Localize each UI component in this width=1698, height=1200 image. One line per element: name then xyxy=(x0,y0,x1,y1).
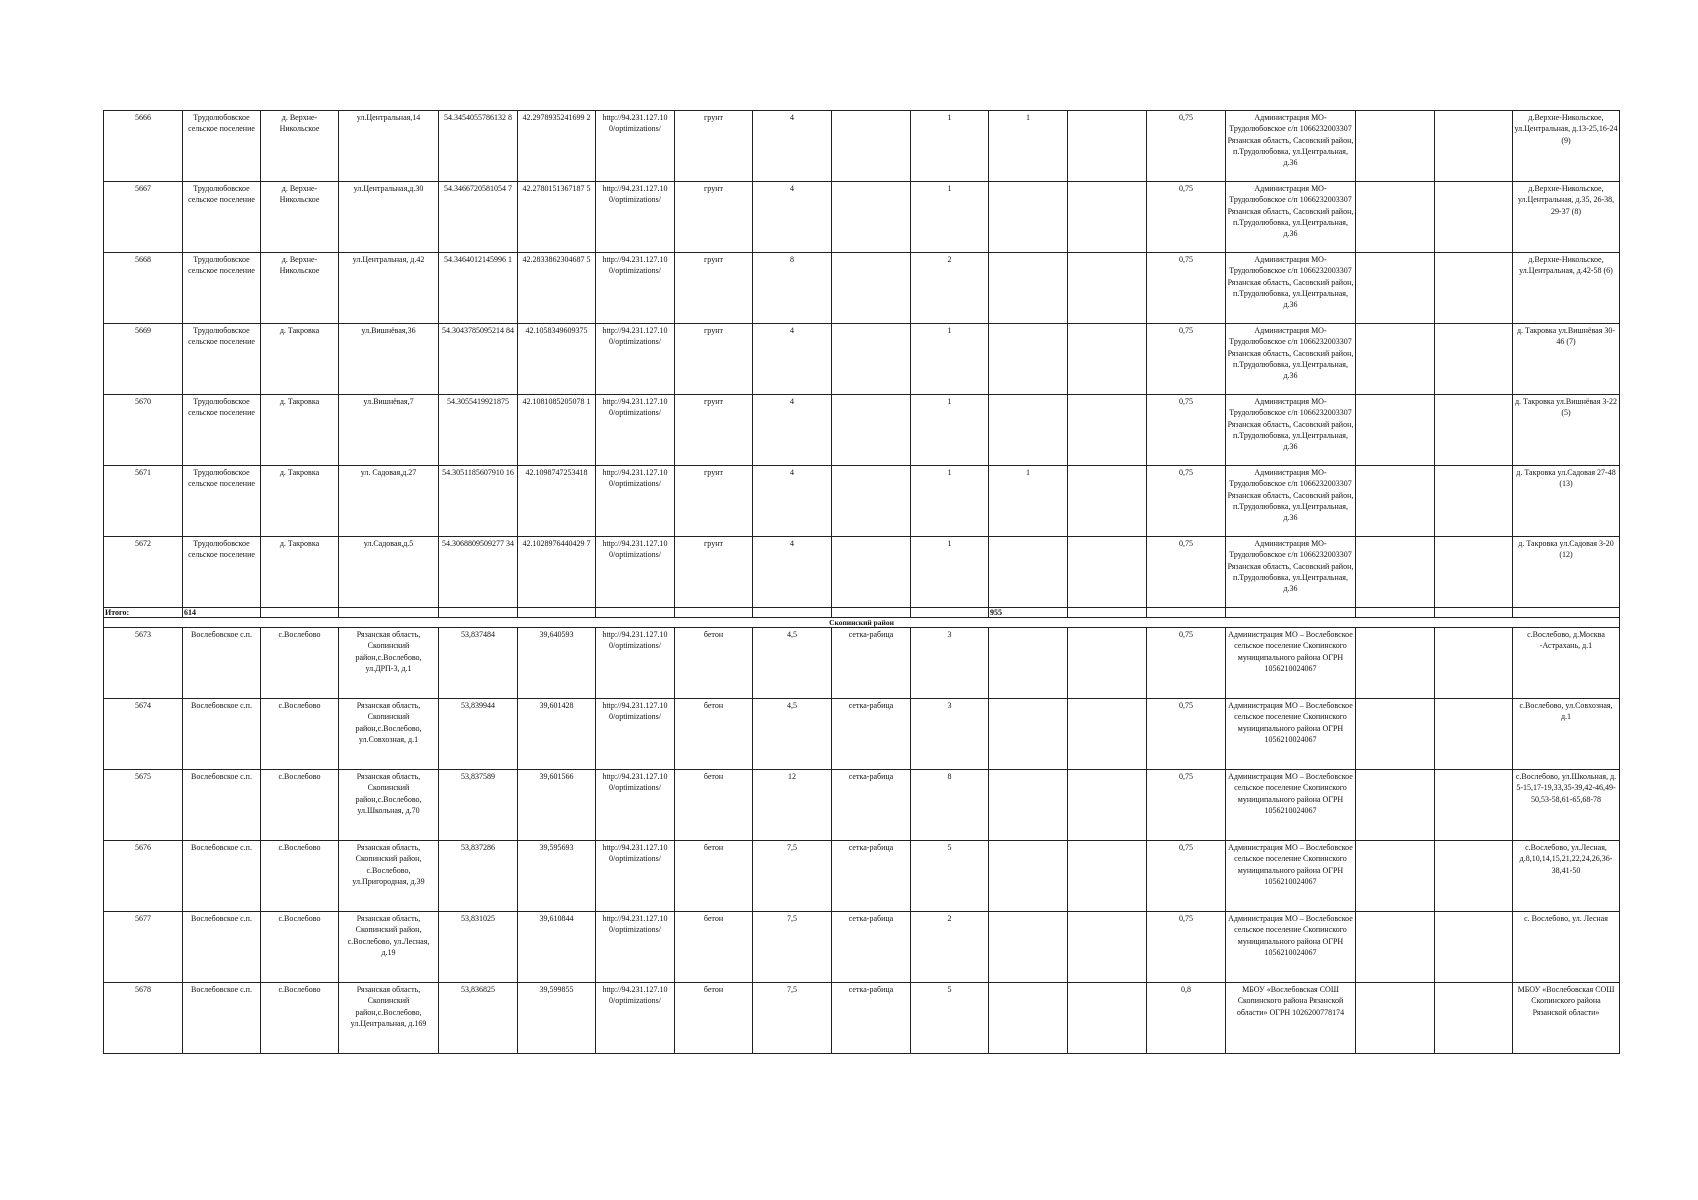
cell-lat: 53,836825 xyxy=(439,983,518,1054)
cell-c2 xyxy=(989,182,1068,253)
cell-c2 xyxy=(989,983,1068,1054)
cell-sources: д. Такровка ул.Садовая 3-20 (12) xyxy=(1513,537,1620,608)
cell-c2 xyxy=(989,912,1068,983)
cell-locality: д. Такровка xyxy=(261,537,339,608)
cell-surface: грунт xyxy=(675,537,753,608)
cell-cover xyxy=(832,395,911,466)
cell-settlement: Трудолюбовское сельское поселение xyxy=(183,395,261,466)
cell-cover: сетка-рабица xyxy=(832,912,911,983)
cell-c1: 1 xyxy=(911,111,989,182)
cell-lat: 53,839944 xyxy=(439,699,518,770)
cell-c2 xyxy=(989,628,1068,699)
cell-surface: грунт xyxy=(675,182,753,253)
cell-c1: 8 xyxy=(911,770,989,841)
table-row xyxy=(104,111,1620,182)
cell-c3 xyxy=(1068,253,1147,324)
cell-c2 xyxy=(989,699,1068,770)
cell-owner: Администрация МО – Вослебовское сельское поселение Скопинского муниципального района ОГРН 1056210024067 xyxy=(1226,628,1356,699)
cell-c1: 1 xyxy=(911,466,989,537)
cell-vol: 0,75 xyxy=(1147,770,1226,841)
cell-settlement: Вослебовское с.п. xyxy=(183,628,261,699)
cell-address: Рязанская область, Скопинский район,с.Вослебово, ул.Школьная, д.70 xyxy=(339,770,439,841)
cell-num: 5677 xyxy=(104,912,183,983)
cell-x2 xyxy=(1435,395,1513,466)
cell-num: 5670 xyxy=(104,395,183,466)
cell-area: 7,5 xyxy=(753,841,832,912)
cell-sources: д.Верхне-Никольское, ул.Центральная, д.13-25,16-24 (9) xyxy=(1513,111,1620,182)
cell-area: 4,5 xyxy=(753,628,832,699)
cell-settlement: Вослебовское с.п. xyxy=(183,770,261,841)
cell-surface: бетон xyxy=(675,699,753,770)
cell-surface: бетон xyxy=(675,841,753,912)
cell-url: http://94.231.127.10 0/optimizations/ xyxy=(596,324,675,395)
cell-lon: 42.2780151367187 5 xyxy=(518,182,596,253)
table-row xyxy=(104,983,1620,1054)
cell-c2 xyxy=(989,537,1068,608)
cell-lat: 53,837589 xyxy=(439,770,518,841)
cell-x2 xyxy=(1435,537,1513,608)
cell-url: http://94.231.127.10 0/optimizations/ xyxy=(596,699,675,770)
cell-lon: 42.1098747253418 xyxy=(518,466,596,537)
cell-lat: 54.3454055786132 8 xyxy=(439,111,518,182)
cell-lon: 39,601428 xyxy=(518,699,596,770)
cell-lon: 42.2978935241699 2 xyxy=(518,111,596,182)
district-header-row xyxy=(104,618,1620,628)
cell-c2 xyxy=(989,770,1068,841)
cell-owner: Администрация МО-Трудолюбовское с/п 1066232003307 Рязанская область, Сасовский район, п.Трудолюбовка, ул.Центральная, д.36 xyxy=(1226,182,1356,253)
cell-url: http://94.231.127.10 0/optimizations/ xyxy=(596,537,675,608)
cell-owner: Администрация МО – Вослебовское сельское поселение Скопинского муниципального района ОГРН 1056210024067 xyxy=(1226,770,1356,841)
cell-sources: д. Такровка ул.Садовая 27-48 (13) xyxy=(1513,466,1620,537)
cell-address: ул.Центральная, д.42 xyxy=(339,253,439,324)
cell-x2 xyxy=(1435,983,1513,1054)
registry-table xyxy=(103,110,1620,1054)
cell-sources: с.Вослебово, ул.Совхозная, д.1 xyxy=(1513,699,1620,770)
cell-c1: 1 xyxy=(911,182,989,253)
cell-cover: сетка-рабица xyxy=(832,628,911,699)
cell-lat: 53,837484 xyxy=(439,628,518,699)
cell-address: Рязанская область, Скопинский район,с.Вослебово, ул.Центральная, д.169 xyxy=(339,983,439,1054)
cell-url: http://94.231.127.10 0/optimizations/ xyxy=(596,466,675,537)
cell-x1 xyxy=(1356,841,1435,912)
cell-url: http://94.231.127.10 0/optimizations/ xyxy=(596,841,675,912)
cell-sources: с.Вослебово, ул.Лесная, д.8,10,14,15,21,22,24,26,36-38,41-50 xyxy=(1513,841,1620,912)
cell-cover xyxy=(832,466,911,537)
cell-c1: 3 xyxy=(911,699,989,770)
cell-address: Рязанская область, Скопинский район,с.Вослебово, ул.ДРП-3, д.1 xyxy=(339,628,439,699)
cell-address: Рязанская область, Скопинский район, с.Вослебово, ул.Пригородная, д.39 xyxy=(339,841,439,912)
cell-cover xyxy=(832,324,911,395)
cell-c3 xyxy=(1068,324,1147,395)
cell-cover xyxy=(832,253,911,324)
cell-vol: 0,75 xyxy=(1147,182,1226,253)
cell-vol: 0,75 xyxy=(1147,628,1226,699)
cell-c3 xyxy=(1068,111,1147,182)
cell-cover: сетка-рабица xyxy=(832,699,911,770)
cell-c1: 1 xyxy=(911,324,989,395)
cell-c1: 5 xyxy=(911,983,989,1054)
cell-settlement: Трудолюбовское сельское поселение xyxy=(183,324,261,395)
cell-sources: д. Такровка ул.Вишнёвая 30-46 (7) xyxy=(1513,324,1620,395)
cell-area: 4 xyxy=(753,466,832,537)
cell-num: 5673 xyxy=(104,628,183,699)
cell-sources: с.Вослебово, д.Москва -Астрахань, д.1 xyxy=(1513,628,1620,699)
cell-owner: Администрация МО – Вослебовское сельское поселение Скопинского муниципального района ОГРН 1056210024067 xyxy=(1226,912,1356,983)
district-name: Скопинский район xyxy=(104,618,1620,628)
cell-lon: 39,610844 xyxy=(518,912,596,983)
cell-x2 xyxy=(1435,182,1513,253)
cell-x1 xyxy=(1356,912,1435,983)
cell-c3 xyxy=(1068,770,1147,841)
total-label: Итого: xyxy=(104,608,183,618)
cell-owner: Администрация МО-Трудолюбовское с/п 1066232003307 Рязанская область, Сасовский район, п.Трудолюбовка, ул.Центральная, д.36 xyxy=(1226,324,1356,395)
cell-area: 12 xyxy=(753,770,832,841)
cell-surface: бетон xyxy=(675,628,753,699)
cell-locality: д. Верхне-Никольское xyxy=(261,253,339,324)
cell-settlement: Трудолюбовское сельское поселение xyxy=(183,182,261,253)
cell-c1: 5 xyxy=(911,841,989,912)
cell-x2 xyxy=(1435,111,1513,182)
table-row xyxy=(104,324,1620,395)
cell-lon: 42.2833862304687 5 xyxy=(518,253,596,324)
cell-c1: 1 xyxy=(911,537,989,608)
cell-locality: д. Такровка xyxy=(261,466,339,537)
cell-lon: 39,601566 xyxy=(518,770,596,841)
cell-sources: с.Вослебово, ул.Школьная, д. 5-15,17-19,33,35-39,42-46,49-50,53-58,61-65,68-78 xyxy=(1513,770,1620,841)
cell-locality: д. Верхне-Никольское xyxy=(261,111,339,182)
cell-lat: 54.3043785095214 84 xyxy=(439,324,518,395)
cell-c2: 1 xyxy=(989,466,1068,537)
cell-vol: 0,75 xyxy=(1147,912,1226,983)
cell-vol: 0,75 xyxy=(1147,466,1226,537)
cell-settlement: Трудолюбовское сельское поселение xyxy=(183,253,261,324)
cell-surface: грунт xyxy=(675,253,753,324)
cell-lon: 39,595693 xyxy=(518,841,596,912)
cell-owner: Администрация МО-Трудолюбовское с/п 1066232003307 Рязанская область, Сасовский район, п.Трудолюбовка, ул.Центральная, д.36 xyxy=(1226,466,1356,537)
cell-url: http://94.231.127.10 0/optimizations/ xyxy=(596,111,675,182)
cell-owner: Администрация МО-Трудолюбовское с/п 1066232003307 Рязанская область, Сасовский район, п.Трудолюбовка, ул.Центральная, д.36 xyxy=(1226,395,1356,466)
cell-c3 xyxy=(1068,912,1147,983)
cell-area: 4 xyxy=(753,324,832,395)
cell-settlement: Вослебовское с.п. xyxy=(183,912,261,983)
cell-vol: 0,75 xyxy=(1147,537,1226,608)
cell-c3 xyxy=(1068,699,1147,770)
cell-sources: д.Верхне-Никольское, ул.Центральная, д.35, 26-38, 29-37 (8) xyxy=(1513,182,1620,253)
cell-x2 xyxy=(1435,912,1513,983)
cell-url: http://94.231.127.10 0/optimizations/ xyxy=(596,912,675,983)
cell-c3 xyxy=(1068,466,1147,537)
cell-address: ул.Вишнёвая,36 xyxy=(339,324,439,395)
cell-owner: МБОУ «Вослебовская СОШ Скопинского района Рязанской области» ОГРН 1026200778174 xyxy=(1226,983,1356,1054)
cell-address: Рязанская область, Скопинский район, с.Вослебово, ул.Лесная, д.19 xyxy=(339,912,439,983)
table-row xyxy=(104,395,1620,466)
cell-address: ул.Садовая,д.5 xyxy=(339,537,439,608)
cell-owner: Администрация МО-Трудолюбовское с/п 1066232003307 Рязанская область, Сасовский район, п.Трудолюбовка, ул.Центральная, д.36 xyxy=(1226,537,1356,608)
total-row xyxy=(104,608,1620,618)
cell-url: http://94.231.127.10 0/optimizations/ xyxy=(596,182,675,253)
cell-lat: 54.3068809509277 34 xyxy=(439,537,518,608)
cell-owner: Администрация МО-Трудолюбовское с/п 1066232003307 Рязанская область, Сасовский район, п.Трудолюбовка, ул.Центральная, д.36 xyxy=(1226,253,1356,324)
cell-surface: грунт xyxy=(675,395,753,466)
cell-c2 xyxy=(989,253,1068,324)
cell-c1: 2 xyxy=(911,253,989,324)
cell-address: Рязанская область, Скопинский район,с.Вослебово, ул.Совхозная, д.1 xyxy=(339,699,439,770)
table-row xyxy=(104,182,1620,253)
cell-cover xyxy=(832,182,911,253)
cell-x2 xyxy=(1435,253,1513,324)
cell-settlement: Трудолюбовское сельское поселение xyxy=(183,537,261,608)
cell-settlement: Трудолюбовское сельское поселение xyxy=(183,466,261,537)
cell-vol: 0,75 xyxy=(1147,111,1226,182)
cell-area: 8 xyxy=(753,253,832,324)
cell-locality: с.Вослебово xyxy=(261,841,339,912)
cell-x1 xyxy=(1356,324,1435,395)
cell-locality: с.Вослебово xyxy=(261,983,339,1054)
cell-num: 5676 xyxy=(104,841,183,912)
cell-x1 xyxy=(1356,182,1435,253)
table-row xyxy=(104,699,1620,770)
cell-x1 xyxy=(1356,699,1435,770)
cell-x2 xyxy=(1435,324,1513,395)
cell-x1 xyxy=(1356,537,1435,608)
cell-c2 xyxy=(989,395,1068,466)
cell-sources: д. Такровка ул.Вишнёвая 3-22 (5) xyxy=(1513,395,1620,466)
table-row xyxy=(104,912,1620,983)
cell-locality: д. Такровка xyxy=(261,395,339,466)
cell-surface: бетон xyxy=(675,770,753,841)
cell-num: 5666 xyxy=(104,111,183,182)
cell-area: 7,5 xyxy=(753,912,832,983)
cell-x1 xyxy=(1356,770,1435,841)
cell-area: 7,5 xyxy=(753,983,832,1054)
cell-area: 4 xyxy=(753,111,832,182)
table-row xyxy=(104,770,1620,841)
cell-x2 xyxy=(1435,628,1513,699)
cell-c3 xyxy=(1068,537,1147,608)
total-count: 955 xyxy=(989,608,1068,618)
cell-cover: сетка-рабица xyxy=(832,841,911,912)
cell-address: ул.Центральная,14 xyxy=(339,111,439,182)
table-row xyxy=(104,628,1620,699)
cell-x2 xyxy=(1435,466,1513,537)
cell-lat: 54.3464012145996 1 xyxy=(439,253,518,324)
cell-surface: бетон xyxy=(675,983,753,1054)
cell-c3 xyxy=(1068,395,1147,466)
cell-num: 5669 xyxy=(104,324,183,395)
cell-surface: грунт xyxy=(675,324,753,395)
cell-owner: Администрация МО – Вослебовское сельское поселение Скопинского муниципального района ОГРН 1056210024067 xyxy=(1226,841,1356,912)
cell-surface: грунт xyxy=(675,111,753,182)
cell-num: 5674 xyxy=(104,699,183,770)
cell-x1 xyxy=(1356,111,1435,182)
cell-c3 xyxy=(1068,628,1147,699)
cell-c1: 1 xyxy=(911,395,989,466)
cell-cover: сетка-рабица xyxy=(832,770,911,841)
cell-area: 4 xyxy=(753,537,832,608)
cell-x1 xyxy=(1356,253,1435,324)
cell-c3 xyxy=(1068,841,1147,912)
cell-x1 xyxy=(1356,628,1435,699)
cell-num: 5672 xyxy=(104,537,183,608)
cell-url: http://94.231.127.10 0/optimizations/ xyxy=(596,983,675,1054)
cell-x2 xyxy=(1435,699,1513,770)
cell-c2 xyxy=(989,841,1068,912)
cell-c3 xyxy=(1068,182,1147,253)
cell-lat: 54.3055419921875 xyxy=(439,395,518,466)
cell-area: 4 xyxy=(753,395,832,466)
cell-cover: сетка-рабица xyxy=(832,983,911,1054)
cell-vol: 0,75 xyxy=(1147,841,1226,912)
cell-settlement: Трудолюбовское сельское поселение xyxy=(183,111,261,182)
cell-vol: 0,8 xyxy=(1147,983,1226,1054)
cell-x1 xyxy=(1356,466,1435,537)
cell-area: 4,5 xyxy=(753,699,832,770)
cell-c1: 3 xyxy=(911,628,989,699)
cell-owner: Администрация МО – Вослебовское сельское поселение Скопинского муниципального района ОГРН 1056210024067 xyxy=(1226,699,1356,770)
cell-owner: Администрация МО-Трудолюбовское с/п 1066232003307 Рязанская область, Сасовский район, п.Трудолюбовка, ул.Центральная, д.36 xyxy=(1226,111,1356,182)
cell-address: ул.Вишнёвая,7 xyxy=(339,395,439,466)
cell-c2 xyxy=(989,324,1068,395)
cell-locality: д. Верхне-Никольское xyxy=(261,182,339,253)
cell-sources: МБОУ «Вослебовская СОШ Скопинского района Рязанской области» xyxy=(1513,983,1620,1054)
cell-url: http://94.231.127.10 0/optimizations/ xyxy=(596,628,675,699)
cell-locality: с.Вослебово xyxy=(261,912,339,983)
cell-num: 5678 xyxy=(104,983,183,1054)
cell-lat: 54.3051185607910 16 xyxy=(439,466,518,537)
cell-url: http://94.231.127.10 0/optimizations/ xyxy=(596,395,675,466)
cell-lon: 42.1081085205078 1 xyxy=(518,395,596,466)
cell-settlement: Вослебовское с.п. xyxy=(183,699,261,770)
cell-vol: 0,75 xyxy=(1147,324,1226,395)
cell-lon: 39,599855 xyxy=(518,983,596,1054)
total-value: 614 xyxy=(183,608,261,618)
cell-x1 xyxy=(1356,983,1435,1054)
cell-num: 5667 xyxy=(104,182,183,253)
cell-lat: 53,837286 xyxy=(439,841,518,912)
cell-url: http://94.231.127.10 0/optimizations/ xyxy=(596,253,675,324)
cell-lon: 42.1028976440429 7 xyxy=(518,537,596,608)
cell-lon: 39,640593 xyxy=(518,628,596,699)
cell-locality: д. Такровка xyxy=(261,324,339,395)
cell-num: 5671 xyxy=(104,466,183,537)
cell-sources: д.Верхне-Никольское, ул.Центральная, д.42-58 (6) xyxy=(1513,253,1620,324)
cell-locality: с.Вослебово xyxy=(261,699,339,770)
cell-vol: 0,75 xyxy=(1147,699,1226,770)
cell-locality: с.Вослебово xyxy=(261,628,339,699)
cell-settlement: Вослебовское с.п. xyxy=(183,983,261,1054)
cell-address: ул.Центральная,д.30 xyxy=(339,182,439,253)
cell-x1 xyxy=(1356,395,1435,466)
cell-lat: 53,831025 xyxy=(439,912,518,983)
cell-settlement: Вослебовское с.п. xyxy=(183,841,261,912)
cell-locality: с.Вослебово xyxy=(261,770,339,841)
cell-lat: 54.3466720581054 7 xyxy=(439,182,518,253)
cell-c2: 1 xyxy=(989,111,1068,182)
cell-cover xyxy=(832,111,911,182)
cell-num: 5668 xyxy=(104,253,183,324)
cell-num: 5675 xyxy=(104,770,183,841)
cell-x2 xyxy=(1435,841,1513,912)
cell-c3 xyxy=(1068,983,1147,1054)
table-row xyxy=(104,841,1620,912)
cell-x2 xyxy=(1435,770,1513,841)
table-row xyxy=(104,466,1620,537)
cell-sources: с. Вослебово, ул. Лесная xyxy=(1513,912,1620,983)
cell-vol: 0,75 xyxy=(1147,395,1226,466)
cell-url: http://94.231.127.10 0/optimizations/ xyxy=(596,770,675,841)
cell-vol: 0,75 xyxy=(1147,253,1226,324)
cell-surface: бетон xyxy=(675,912,753,983)
table-row xyxy=(104,537,1620,608)
cell-lon: 42.1058349609375 xyxy=(518,324,596,395)
cell-surface: грунт xyxy=(675,466,753,537)
cell-c1: 2 xyxy=(911,912,989,983)
cell-address: ул. Садовая,д.27 xyxy=(339,466,439,537)
cell-cover xyxy=(832,537,911,608)
table-row xyxy=(104,253,1620,324)
cell-area: 4 xyxy=(753,182,832,253)
